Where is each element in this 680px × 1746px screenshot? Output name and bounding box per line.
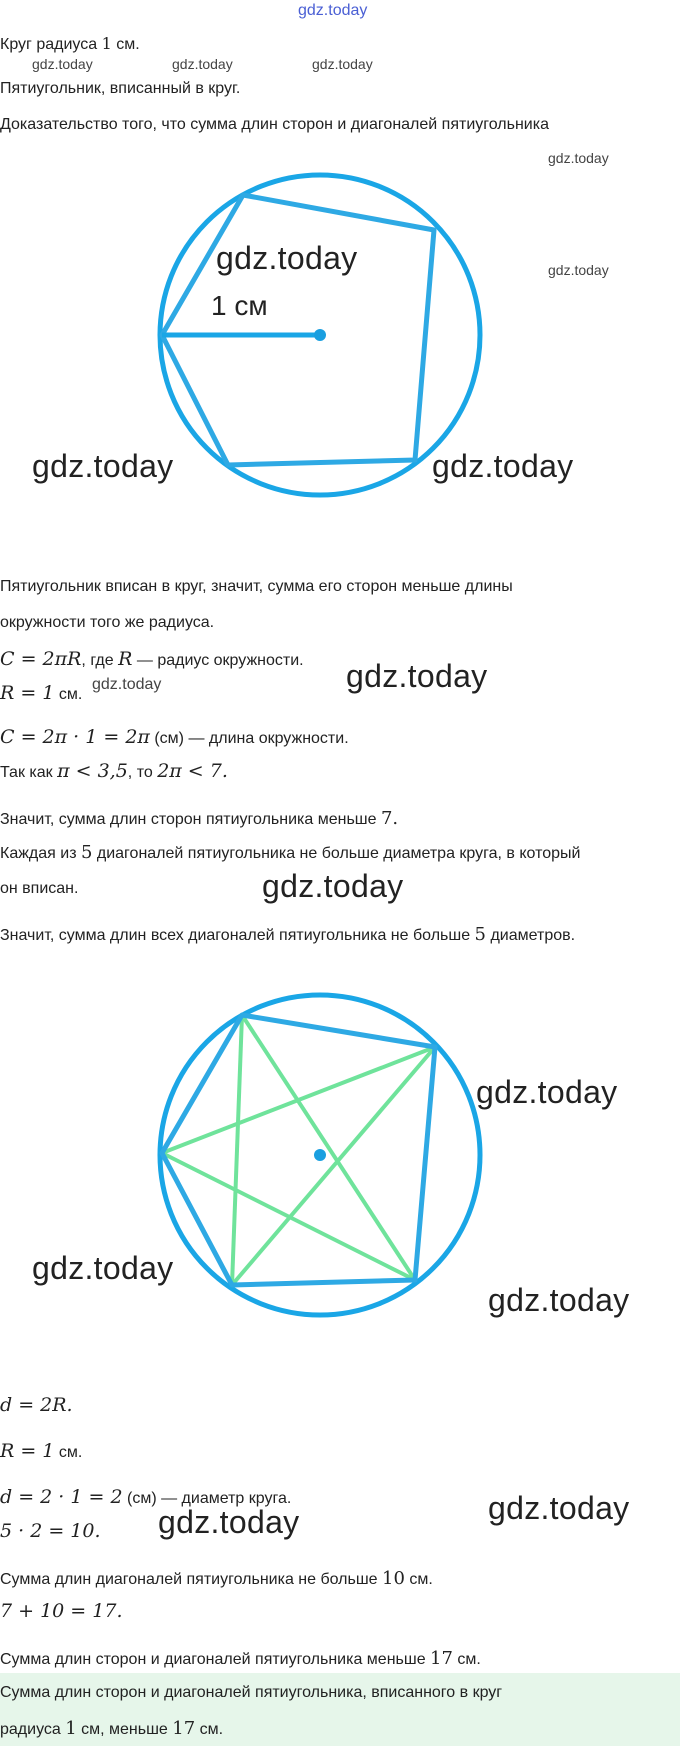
- diagonal: [162, 1047, 435, 1153]
- diagonal: [232, 1047, 435, 1285]
- watermark: gdz.today: [158, 1504, 300, 1540]
- radius-label: 1 см: [211, 290, 268, 321]
- diagonals-line1: Каждая из 5 диагоналей пятиугольника не больше диаметра круга, в который: [0, 842, 581, 863]
- pi-inequality: Так как π < 3,5, то 2π < 7.: [0, 760, 228, 782]
- watermark: gdz.today: [32, 1250, 174, 1286]
- watermark: gdz.today: [432, 448, 574, 484]
- watermark: gdz.today: [548, 150, 609, 166]
- diagonals-line2: он вписан.: [0, 880, 79, 897]
- watermark: gdz.today: [488, 1490, 630, 1526]
- watermark: gdz.today: [32, 56, 93, 72]
- radius-equation: R = 1 см.: [0, 682, 83, 704]
- watermark: gdz.today: [548, 262, 609, 278]
- watermark: gdz.today: [172, 56, 233, 72]
- conclusion-line2: радиуса 1 см, меньше 17 см.: [0, 1718, 224, 1739]
- circumference-calc: C = 2π · 1 = 2π (см) — длина окружности.: [0, 726, 349, 748]
- center-dot: [314, 1149, 326, 1161]
- watermark: gdz.today: [312, 56, 373, 72]
- diagonal: [232, 1015, 242, 1285]
- sum-equation: 7 + 10 = 17.: [0, 1600, 123, 1622]
- radius-equation-2: R = 1 см.: [0, 1440, 83, 1462]
- p1-line2: окружности того же радиуса.: [0, 614, 215, 631]
- pentagon-inscribed-line: Пятиугольник, вписанный в круг.: [0, 80, 241, 97]
- circumference-formula: C = 2πR, где R — радиус окружности.: [0, 648, 304, 670]
- watermark: gdz.today: [488, 1282, 630, 1318]
- p1-line1: Пятиугольник вписан в круг, значит, сумма его сторон меньше длины: [0, 578, 513, 595]
- five-times-two: 5 · 2 = 10.: [0, 1520, 101, 1542]
- diagonals: [162, 1015, 435, 1285]
- watermark: gdz.today: [346, 658, 488, 694]
- sides-less-line: Значит, сумма длин сторон пятиугольника меньше 7.: [0, 808, 399, 829]
- watermark-top: gdz.today: [298, 2, 368, 19]
- watermark: gdz.today: [216, 240, 358, 276]
- circle-radius-line: Круг радиуса 1 см.: [0, 34, 140, 53]
- watermark: gdz.today: [92, 676, 162, 693]
- watermark: gdz.today: [476, 1074, 618, 1110]
- diagonals-sum-line: Значит, сумма длин всех диагоналей пятиугольника не больше 5 диаметров.: [0, 924, 576, 945]
- diagonals-total-line: Сумма длин диагоналей пятиугольника не больше 10 см.: [0, 1568, 433, 1589]
- diameter-formula: d = 2R.: [0, 1394, 73, 1416]
- conclusion-line1: Сумма длин сторон и диагоналей пятиугольника, вписанного в круг: [0, 1684, 503, 1701]
- watermark: gdz.today: [262, 868, 404, 904]
- proof-title: Доказательство того, что сумма длин сторон и диагоналей пятиугольника: [0, 116, 549, 133]
- watermark: gdz.today: [32, 448, 174, 484]
- total-less-line: Сумма длин сторон и диагоналей пятиугольника меньше 17 см.: [0, 1648, 481, 1669]
- diameter-calc: d = 2 · 1 = 2 (см) — диаметр круга.: [0, 1486, 292, 1508]
